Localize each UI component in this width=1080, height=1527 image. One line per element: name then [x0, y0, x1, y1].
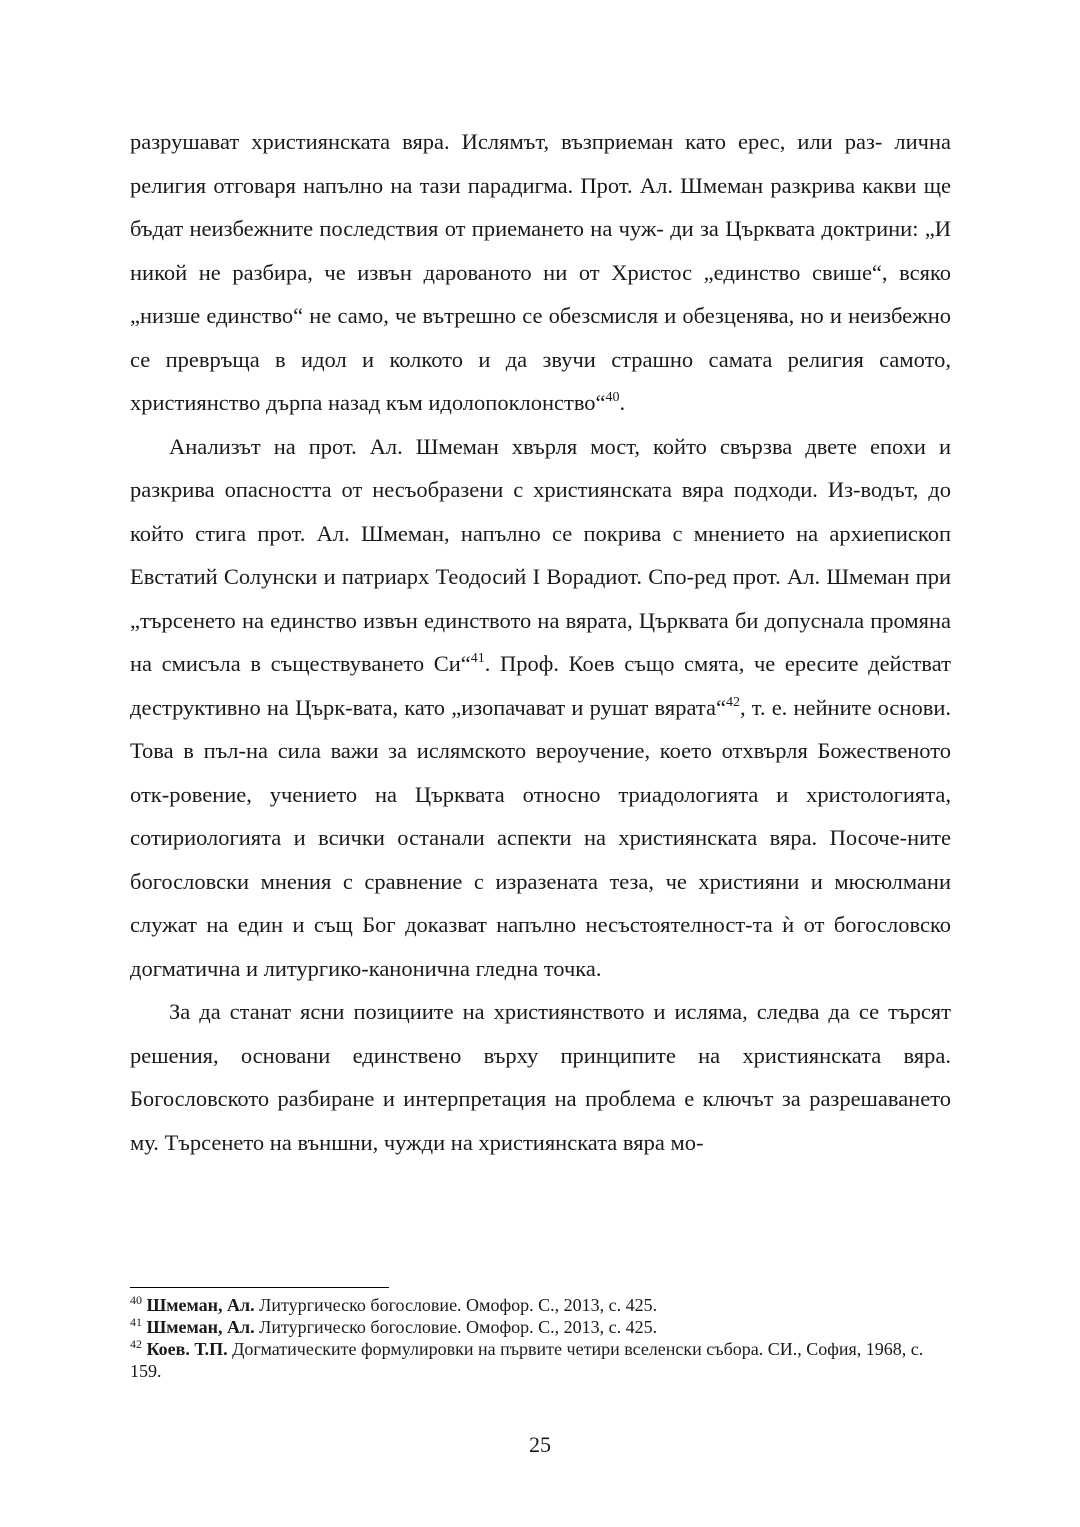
page-body: [130, 120, 951, 1164]
paragraph-1-tail: .: [619, 390, 626, 415]
footnote-ref-40: 40: [605, 390, 620, 405]
paragraph-1-line-2: лична религия отговаря напълно на тази парадигма. Прот. Ал. Шмеман: [130, 129, 952, 198]
footnote-author: Шмеман, Ал.: [146, 1295, 255, 1315]
footnotes: [130, 1287, 951, 1382]
footnote-author: Коев. Т.П.: [146, 1339, 228, 1359]
paragraph-3: За да станат ясни позициите на християнството и исляма, следва да се търсят решения, основани единствено върху принципите на християнската вяра. Богословското разбиране и интерпретация на проблема е ключът за разрешаването му. Търсенето на външни, чужди на християнската вяра мо-: [130, 999, 951, 1155]
paragraph-1-line-8: идолопоклонство“: [428, 390, 606, 415]
footnote-text: Догматическите формулировки на първите четири вселенски събора. СИ., София, 1968, с. 159.: [130, 1339, 924, 1381]
footnote-ref-42: 42: [725, 694, 740, 710]
paragraph-2-part-3: , т. е. нейните основи. Това в пъл-на сила важи за ислямското вероучение, което отхвърля Божественото отк-ровение, учението на Църквата относно триадологията и христологията, сотириологията и всички останали аспекти на християнската вяра. Посоче-ните богословски мнения с сравнение с изразената теза, че християни и мюсюлмани служат на един и същ Бог доказват напълно несъстоятелност-та ѝ от богословско догматична и литургико-канонична гледна точка.: [130, 694, 951, 981]
footnote-text: Литургическо богословие. Омофор. С., 2013, с. 425.: [254, 1317, 658, 1337]
footnote-number: 41: [130, 1315, 142, 1329]
paragraph-2-part-2: . Проф. Коев също смята, че ересите действат деструктивно на Църк-вата, като „изопачават и рушат вярата“: [130, 651, 951, 720]
paragraph-1-line-6: се обезсмисля и обезценява, но и неизбежно се превръща в идол и колкото: [130, 303, 951, 372]
paragraph-2-part-1: Анализът на прот. Ал. Шмеман хвърля мост, който свързва двете епохи и разкрива опасността от несъобразени с християнската вяра подходи. Из-водът, до който стига прот. Ал. Шмеман, напълно се покрива с мнението на архиепископ Евстатий Солунски и патриарх Теодосий I Ворадиот. Спо-ред прот. Ал. Шмеман при „търсенето на единство извън единството на вярата, Църквата би допуснала промяна на смисъла в съществуването Си“: [130, 433, 951, 676]
footnote-ref-41: 41: [470, 651, 485, 666]
footnote-41: [130, 1316, 951, 1338]
page-number: 25: [529, 1432, 551, 1457]
paragraph-1-line-4: ди за Църквата доктрини: „И никой не разбира, че извън дарованото ни от: [130, 216, 951, 285]
footnote-text: Литургическо богословие. Омофор. С., 2013, с. 425.: [254, 1295, 658, 1315]
paragraph-1-line-3: разкрива какви ще бъдат неизбежните последствия от приемането на чуж-: [130, 172, 952, 241]
paragraph-1-line-5: Христос „единство свише“, всяко „низше единство“ не само, че вътрешно: [130, 259, 951, 328]
footnote-number: 40: [130, 1293, 142, 1307]
footnote-40: [130, 1294, 951, 1316]
footnote-42: [130, 1338, 951, 1382]
paragraph-1: [130, 120, 951, 425]
paragraph-1-line-7: и да звучи страшно самата религия самото, християнство дърпа назад към: [130, 346, 952, 415]
paragraph-1-line-1: разрушават християнската вяра. Ислямът, възприеман като ерес, или раз-: [130, 129, 883, 154]
footnote-separator: [130, 1287, 389, 1288]
paragraph-2: [130, 425, 951, 991]
footnote-number: 42: [130, 1337, 142, 1351]
footnote-author: Шмеман, Ал.: [146, 1317, 255, 1337]
